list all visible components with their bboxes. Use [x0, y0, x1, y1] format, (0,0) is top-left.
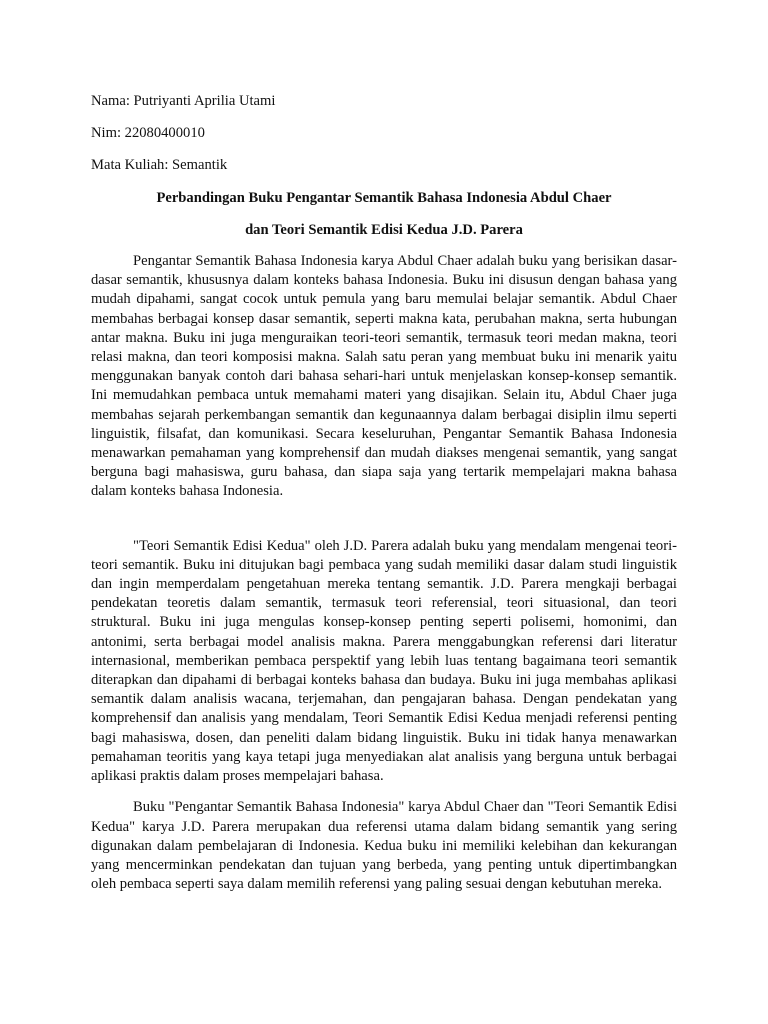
- paragraph-comparison: Buku "Pengantar Semantik Bahasa Indonesia" karya Abdul Chaer dan "Teori Semantik Edisi Kedua" karya J.D. Parera merupakan dua referensi utama dalam bidang semantik yang sering digunakan dalam pembelajaran di Indonesia. Kedua buku ini memiliki kelebihan dan kekurangan yang mencerminkan pendekatan dan tujuan yang berbeda, yang penting untuk dipertimbangkan oleh pembaca seperti saya dalam memilih referensi yang paling sesuai dengan kebutuhan mereka.: [91, 799, 677, 893]
- paragraph-chaer: Pengantar Semantik Bahasa Indonesia karya Abdul Chaer adalah buku yang berisikan dasar-dasar semantik, khususnya dalam konteks bahasa Indonesia. Buku ini disusun dengan bahasa yang mudah dipahami, sangat cocok untuk pemula yang baru memulai belajar semantik. Abdul Chaer membahas berbagai konsep dasar semantik, seperti makna kata, perubahan makna, serta hubungan antar makna. Buku ini juga menguraikan teori-teori semantik, termasuk teori medan makna, teori relasi makna, dan teori komposisi makna. Salah satu peran yang membuat buku ini menarik yaitu menggunakan banyak contoh dari bahasa sehari-hari untuk menjelaskan konsep-konsep semantik. Ini memudahkan pembaca untuk memahami materi yang disajikan. Selain itu, Abdul Chaer juga membahas sejarah perkembangan semantik dan kegunaannya dalam berbagai disiplin ilmu seperti linguistik, filsafat, dan komunikasi. Secara keseluruhan, Pengantar Semantik Bahasa Indonesia menawarkan pemahaman yang komprehensif dan mudah diakses mengenai semantik, yang sangat berguna bagi mahasiswa, guru bahasa, dan siapa saja yang tertarik mempelajari makna bahasa dalam konteks bahasa Indonesia.: [91, 253, 677, 500]
- paragraph-parera: "Teori Semantik Edisi Kedua" oleh J.D. Parera adalah buku yang mendalam mengenai teori-teori semantik. Buku ini ditujukan bagi pembaca yang sudah memiliki dasar dalam studi linguistik dan ingin memperdalam pengetahuan mereka tentang semantik. J.D. Parera mengkaji berbagai pendekatan teoretis dalam semantik, termasuk teori referensial, teori situasional, dan teori struktural. Buku ini juga mengulas konsep-konsep penting seperti polisemi, homonimi, dan antonimi, serta berbagai model analisis makna. Parera menggabungkan referensi dari literatur internasional, memberikan pembaca perspektif yang lebih luas tentang bagaimana teori semantik diterapkan dan dipahami di berbagai konteks bahasa dan budaya. Buku ini juga membahas aplikasi semantik dalam analisis wacana, terjemahan, dan pengajaran bahasa. Dengan pendekatan yang komprehensif dan analisis yang mendalam, Teori Semantik Edisi Kedua menjadi referensi penting bagi mahasiswa, dosen, dan peneliti dalam bidang linguistik. Buku ini tidak hanya menawarkan pemahaman teoritis yang kaya tetapi juga menyediakan alat analisis yang berguna untuk berbagai aplikasi praktis dalam proses mempelajari bahasa.: [91, 537, 677, 785]
- document-title-line-1: Perbandingan Buku Pengantar Semantik Bahasa Indonesia Abdul Chaer: [156, 189, 612, 206]
- course-name: Mata Kuliah: Semantik: [91, 157, 228, 174]
- document-page: [91, 92, 677, 894]
- student-nim: Nim: 22080400010: [91, 125, 205, 142]
- document-title-line-2: dan Teori Semantik Edisi Kedua J.D. Parera: [245, 221, 523, 238]
- student-name: Nama: Putriyanti Aprilia Utami: [91, 93, 276, 109]
